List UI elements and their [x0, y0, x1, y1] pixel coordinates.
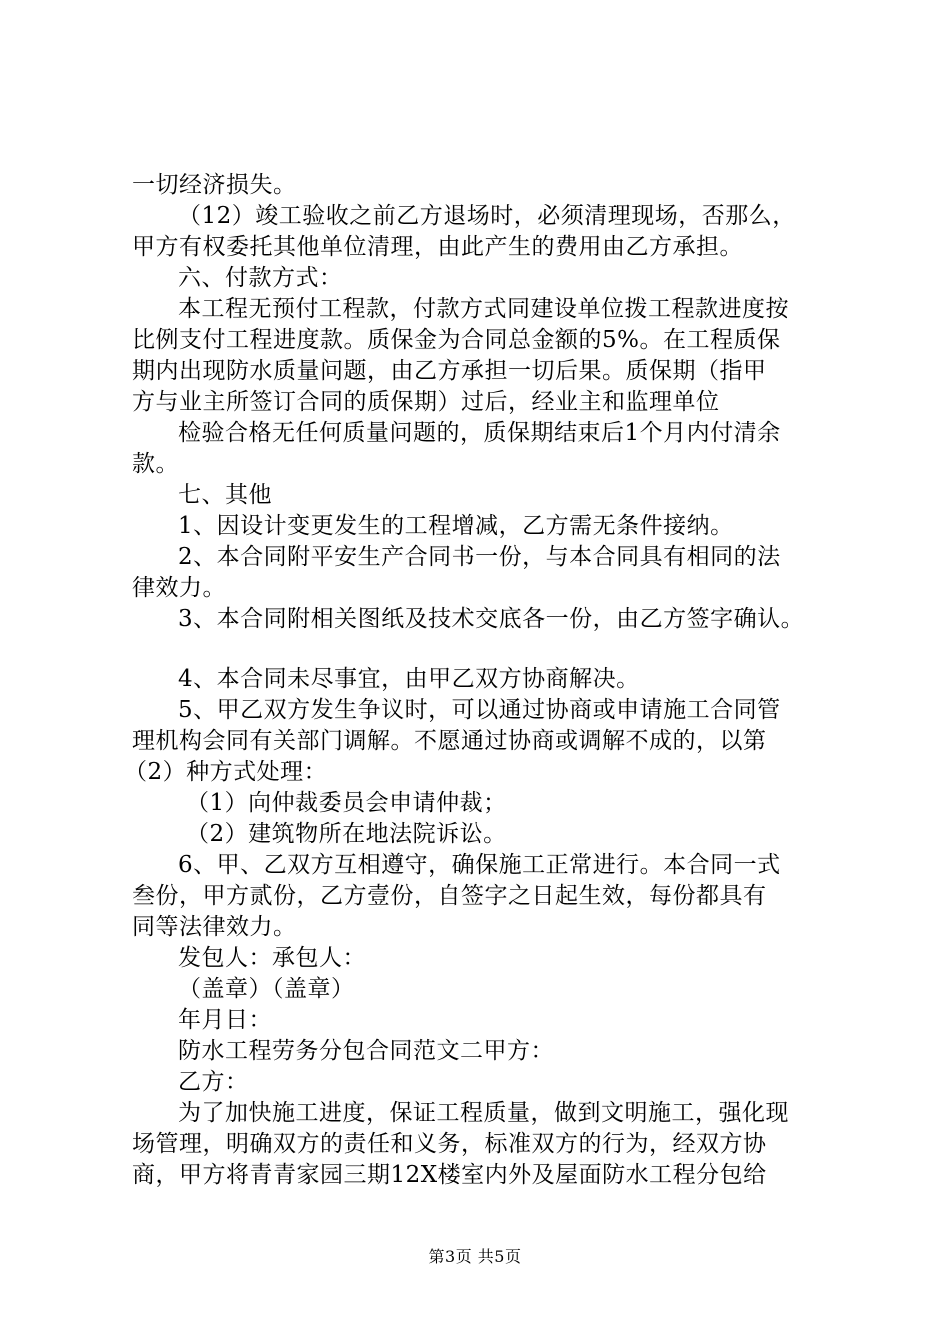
text-line: 期内出现防水质量问题，由乙方承担一切后果。质保期（指甲 — [132, 358, 767, 384]
seal-label: （盖章）（盖章） — [178, 976, 355, 1002]
text-line: （2）种方式处理： — [124, 759, 328, 785]
text-line: 3、本合同附相关图纸及技术交底各一份，由乙方签字确认。 — [178, 606, 805, 632]
section-heading: 六、付款方式： — [178, 265, 343, 291]
text-line: 场管理，明确双方的责任和义务，标准双方的行为，经双方协 — [132, 1131, 767, 1157]
text-line: 6、甲、乙双方互相遵守，确保施工正常进行。本合同一式 — [178, 852, 781, 878]
text-line: （2）建筑物所在地法院诉讼。 — [186, 821, 507, 847]
date-label: 年月日： — [178, 1007, 272, 1033]
text-line: 4、本合同未尽事宜，由甲乙双方协商解决。 — [178, 666, 640, 692]
text-line: 5、甲乙双方发生争议时，可以通过协商或申请施工合同管 — [178, 697, 781, 723]
document-body — [124, 170, 852, 1191]
signature-label: 发包人：承包人： — [178, 945, 366, 971]
text-line: 商，甲方将青青家园三期12X楼室内外及屋面防水工程分包给 — [132, 1162, 767, 1188]
page-number: 第3页 共5页 — [428, 1247, 522, 1266]
text-line: 方与业主所签订合同的质保期）过后，经业主和监理单位 — [132, 389, 720, 415]
text-line: 为了加快施工进度，保证工程质量，做到文明施工，强化现 — [178, 1100, 789, 1126]
text-line: 乙方： — [178, 1069, 249, 1095]
blank-line — [132, 635, 852, 664]
text-line: （1）向仲裁委员会申请仲裁； — [186, 790, 507, 816]
text-line: 一切经济损失。 — [132, 172, 297, 198]
text-line: 比例支付工程进度款。质保金为合同总金额的5%。在工程质保 — [132, 327, 781, 353]
section-heading: 七、其他 — [178, 482, 272, 508]
text-line: 甲方有权委托其他单位清理，由此产生的费用由乙方承担。 — [132, 234, 743, 260]
text-line: 理机构会同有关部门调解。不愿通过协商或调解不成的，以第 — [132, 728, 767, 754]
text-line: 2、本合同附平安生产合同书一份，与本合同具有相同的法 — [178, 544, 781, 570]
text-line: 律效力。 — [132, 575, 226, 601]
text-line: 检验合格无任何质量问题的，质保期结束后1个月内付清余 — [178, 420, 781, 446]
text-line: 1、因设计变更发生的工程增减，乙方需无条件接纳。 — [178, 513, 734, 539]
text-line: 防水工程劳务分包合同范文二甲方： — [178, 1038, 554, 1064]
text-line: 同等法律效力。 — [132, 914, 297, 940]
text-line: （12）竣工验收之前乙方退场时，必须清理现场，否那么， — [178, 203, 796, 229]
text-line: 款。 — [132, 451, 179, 477]
text-line: 叁份，甲方贰份，乙方壹份，自签字之日起生效，每份都具有 — [132, 883, 767, 909]
text-line: 本工程无预付工程款，付款方式同建设单位拨工程款进度按 — [178, 296, 789, 322]
